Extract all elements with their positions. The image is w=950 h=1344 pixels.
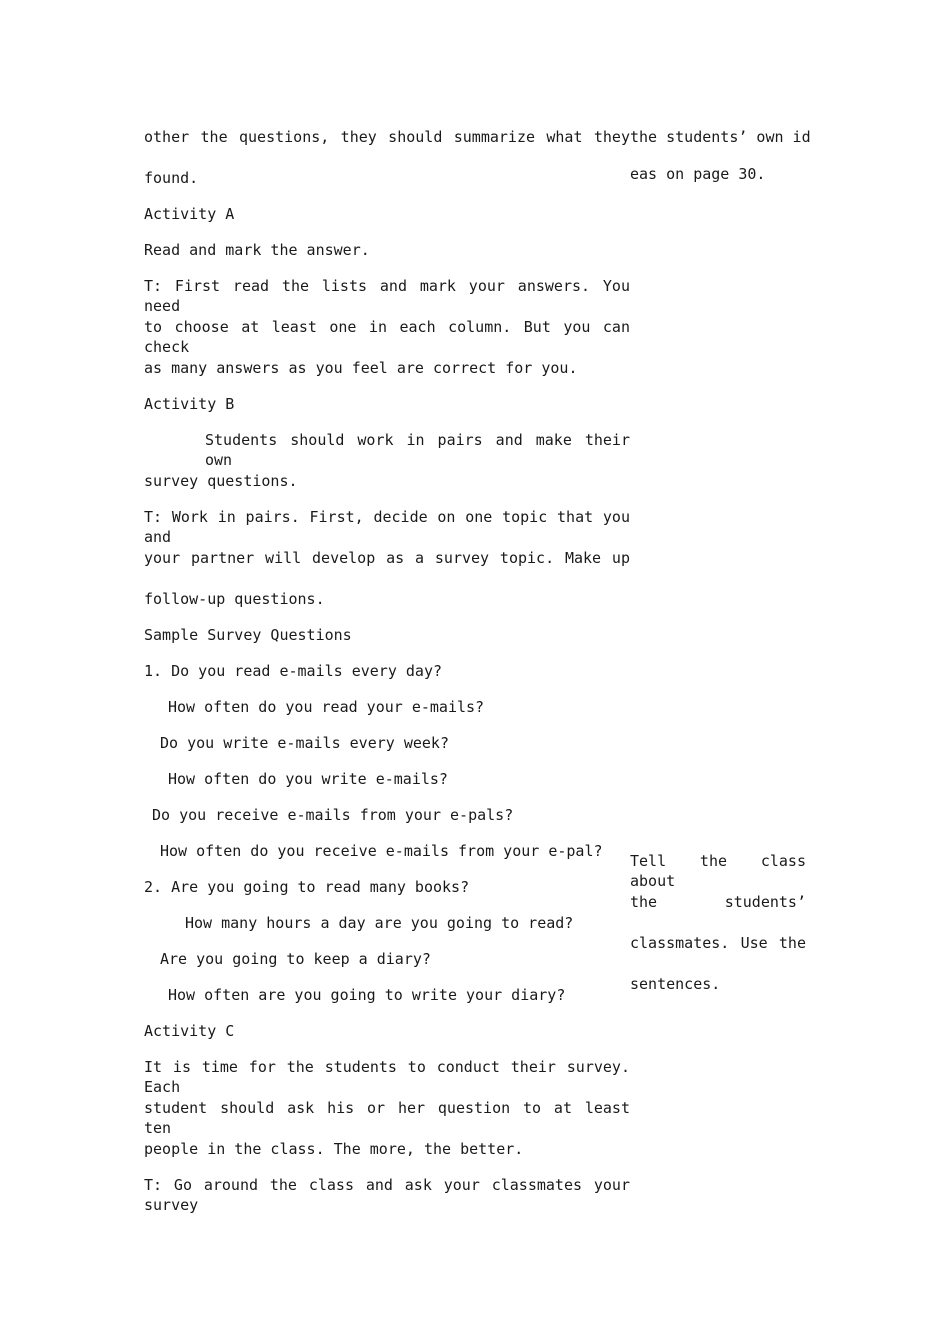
survey-question: 2. Are you going to read many books? [144, 878, 470, 896]
survey-question: How often do you receive e-mails from your e-pal? [160, 842, 603, 860]
heading-activity-a: Activity A [144, 205, 235, 223]
text-line: Read and mark the answer. [144, 241, 370, 259]
side-note-line: eas on page 30. [630, 165, 766, 183]
text-line: other the questions, they should summarize what they [144, 128, 630, 146]
survey-question: Do you write e-mails every week? [160, 734, 449, 752]
text-line: your partner will develop as a survey topic. Make up [144, 549, 630, 567]
side-note-line: the students’ own id [630, 128, 811, 146]
text-line: student should ask his or her question to at least ten [144, 1099, 630, 1137]
heading-activity-c: Activity C [144, 1022, 235, 1040]
text-line: follow-up questions. [144, 590, 325, 608]
text-line: It is time for the students to conduct their survey. Each [144, 1058, 630, 1096]
text-line: survey questions. [144, 472, 298, 490]
survey-question: Are you going to keep a diary? [160, 950, 431, 968]
text-line: T: Go around the class and ask your classmates your survey [144, 1176, 630, 1214]
side-note-line: the students’ [630, 893, 806, 911]
survey-question: Do you receive e-mails from your e-pals? [152, 806, 514, 824]
text-line: Students should work in pairs and make their own [205, 431, 630, 469]
text-line: T: Work in pairs. First, decide on one topic that you and [144, 508, 630, 546]
survey-question: How many hours a day are you going to read? [185, 914, 574, 932]
text-line: T: First read the lists and mark your answers. You need [144, 277, 630, 315]
heading-sample-survey: Sample Survey Questions [144, 626, 352, 644]
text-line: to choose at least one in each column. But you can check [144, 318, 630, 356]
text-line: found. [144, 169, 199, 187]
text-line: people in the class. The more, the better. [144, 1140, 524, 1158]
survey-question: How often do you write e-mails? [168, 770, 448, 788]
side-note-line: classmates. Use the [630, 934, 806, 952]
text-line: as many answers as you feel are correct for you. [144, 359, 578, 377]
survey-question: 1. Do you read e-mails every day? [144, 662, 443, 680]
side-note-line: Tell the class about [630, 852, 806, 890]
survey-question: How often are you going to write your diary? [168, 986, 566, 1004]
survey-question: How often do you read your e-mails? [168, 698, 485, 716]
heading-activity-b: Activity B [144, 395, 235, 413]
side-note-line: sentences. [630, 975, 721, 993]
